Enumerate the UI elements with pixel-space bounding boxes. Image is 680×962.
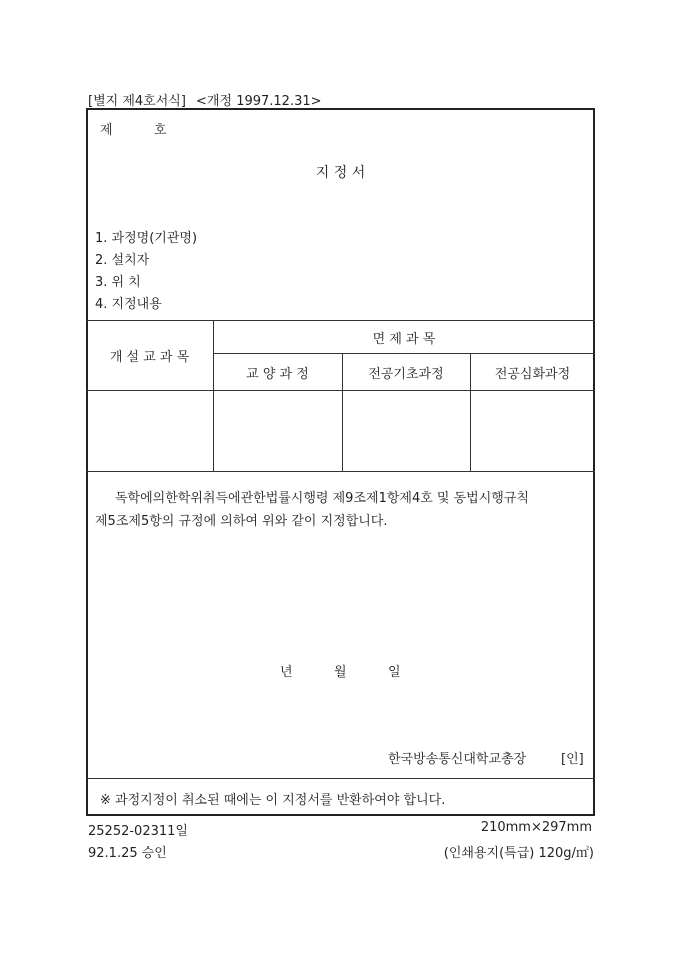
- issuer-title: 한국방송통신대학교총장: [388, 752, 527, 767]
- form-code: 25252-02311일: [88, 824, 188, 839]
- legal-basis-line-1: 독학에의한학위취득에관한법률시행령 제9조제1항제4호 및 동법시행규칙: [115, 491, 529, 506]
- exempt-subjects-header: 면 제 과 목: [372, 332, 436, 347]
- form-number-label: [별지 제4호서식]: [88, 94, 186, 109]
- item-course-name: 1. 과정명(기관명): [95, 231, 198, 246]
- item-founder: 2. 설치자: [95, 253, 150, 268]
- form-number-prefix: 제: [100, 123, 113, 138]
- item-location: 3. 위 치: [95, 275, 141, 290]
- date-year: 년: [280, 665, 293, 680]
- general-course-header: 교 양 과 정: [246, 367, 309, 382]
- basic-major-header: 전공기초과정: [368, 367, 444, 382]
- revision-label: <개정 1997.12.31>: [196, 94, 322, 109]
- table-top-border: [86, 320, 595, 321]
- paper-spec: (인쇄용지(특급) 120g/㎡): [443, 846, 594, 861]
- opened-subjects-header: 개 설 교 과 목: [109, 350, 190, 365]
- designation-form: [86, 108, 595, 816]
- date-month: 월: [334, 665, 347, 680]
- document-title: 지 정 서: [315, 165, 366, 181]
- subheader-border: [213, 353, 595, 354]
- form-label: [88, 90, 322, 109]
- legal-basis-line-2: 제5조제5항의 규정에 의하여 위와 같이 지정합니다.: [95, 514, 388, 529]
- header-bottom-border: [86, 390, 595, 391]
- table-bottom-border: [86, 471, 595, 472]
- form-items: [95, 228, 197, 316]
- item-designation-content: 4. 지정내용: [95, 297, 162, 312]
- approval-date: 92.1.25 승인: [88, 846, 167, 861]
- date-day: 일: [388, 665, 401, 680]
- note-divider: [86, 778, 595, 779]
- return-notice: ※ 과정지정이 취소된 때에는 이 지정서를 반환하여야 합니다.: [100, 793, 446, 808]
- paper-size: 210mm×297mm: [480, 820, 592, 835]
- seal-mark: [인]: [561, 752, 584, 767]
- form-number-suffix: 호: [154, 123, 167, 138]
- advanced-major-header: 전공심화과정: [494, 367, 571, 382]
